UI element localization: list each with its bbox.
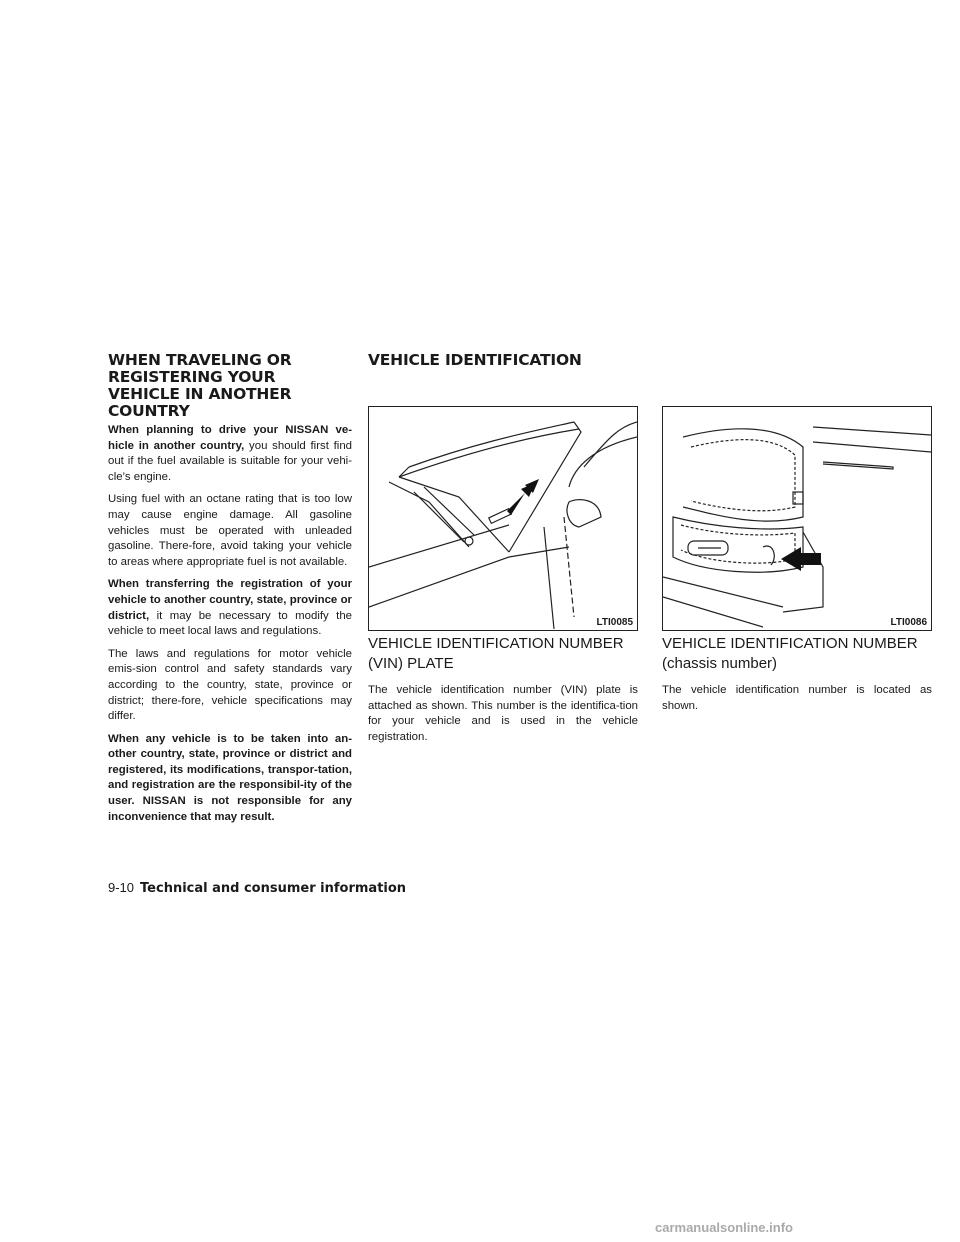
paragraph-1: When planning to drive your NISSAN ve-hicle in another country, you should first find out if the fuel available is suitable for your vehi-cle’s engine. [108,424,352,483]
vehicle-identification-heading: VEHICLE IDENTIFICATION [368,351,582,369]
vehicle-identification-heading-block [368,352,668,369]
footer-title: Technical and consumer information [140,881,407,896]
figure-code-lti0085: LTI0085 [596,617,633,628]
page-number: 9-10 [108,880,135,895]
vin-plate-section [368,634,638,752]
watermark: carmanualsonline.info [655,1220,793,1235]
paragraph-2: Using fuel with an octane rating that is too low may cause engine damage. All gasoline vehicles must be operated with unleaded gasoline. There-fore, avoid taking your vehicle to areas where appropriate fuel is not available. [108,493,352,568]
chassis-number-text: The vehicle identification number is located as shown. [662,684,932,712]
paragraph-3: When transferring the registration of your vehicle to another country, state, province or district, it may be necessary to modify the vehicle to meet local laws and regulations. [108,578,352,638]
page-footer [108,880,406,896]
vin-plate-heading: VEHICLE IDENTIFICATION NUMBER (VIN) PLATE [368,635,624,672]
windshield-vin-plate-illustration [369,407,637,630]
chassis-number-heading: VEHICLE IDENTIFICATION NUMBER (chassis number) [662,635,918,672]
chassis-number-section [662,634,932,721]
paragraph-4: The laws and regulations for motor vehicle emis-sion control and safety standards vary according to the country, state, province or district; there-fore, vehicle specifications may differ. [108,647,352,723]
paragraph-5: When any vehicle is to be taken into an-other country, state, province or district and registered, its modifications, transpor-tation, and registration are the responsibil-ity of the user. NISSAN is not responsible for any inconvenience that may result. [108,732,352,823]
figure-vin-plate [368,406,638,631]
vin-plate-text: The vehicle identification number (VIN) plate is attached as shown. This number is the identifica-tion for your vehicle and is used in the vehicle registration. [368,684,638,743]
figure-chassis-number [662,406,932,631]
travel-section-heading: WHEN TRAVELING OR REGISTERING YOUR VEHICLE IN ANOTHER COUNTRY [108,351,292,420]
figure-code-lti0086: LTI0086 [890,617,927,628]
seat-chassis-number-illustration [663,407,931,630]
left-column [108,352,352,832]
